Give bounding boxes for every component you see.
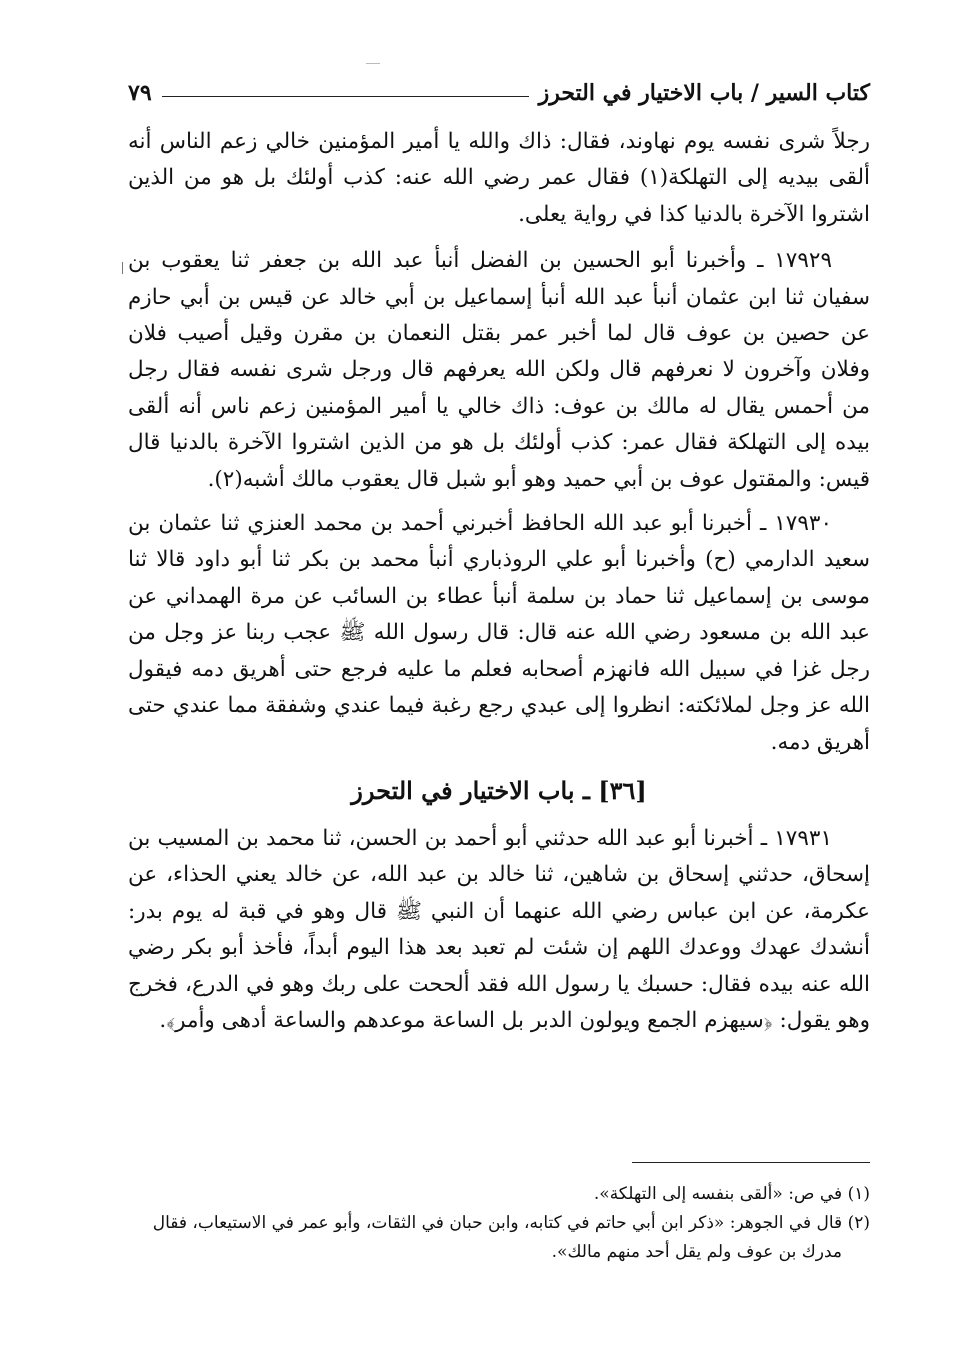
hadith-17929: ١٧٩٢٩ ـ وأخبرنا أبو الحسين بن الفضل أنبأ عبد الله بن جعفر ثنا يعقوب بن سفيان ثنا ابن عثمان أنبأ عبد الله أنبأ إسماعيل بن أبي خالد عن قيس بن أبي حازم عن حصين بن عوف قال لما أخبر عمر بقتل النعمان بن مقرن وقيل أصيب فلان وفلان وآخرون لا نعرفهم قال ولكن الله يعرفهم قال ورجل شرى نفسه فقال رجل من أحمس يقال له مالك بن عوف: ذاك خالي يا أمير المؤمنين زعم ناس أنه ألقى بيده إلى التهلكة فقال عمر: كذب أولئك بل هو من الذين اشتروا الآخرة بالدنيا قال قيس: والمقتول عوف بن أبي حميد وهو أبو شبل قال يعقوب مالك أشبه(٢). xyxy=(128,248,870,492)
margin-mark xyxy=(122,262,123,274)
running-title: كتاب السير / باب الاختيار في التحرز xyxy=(538,80,870,106)
hadith-17931: ١٧٩٣١ ـ أخبرنا أبو عبد الله حدثني أبو أحمد بن الحسن، ثنا محمد بن المسيب بن إسحاق، حدثني إسحاق بن شاهين، ثنا خالد بن عبد الله، عن خالد يعني الحذاء، عن عكرمة، عن ابن عباس رضي الله عنهما أن النبي ﷺ قال وهو في قبة له يوم بدر: أنشدك عهدك ووعدك اللهم إن شئت لم تعبد بعد هذا اليوم أبداً، فأخذ أبو بكر رضي الله عنه بيده فقال: حسبك يا رسول الله فقد ألححت على ربك وهو في الدرع، فخرج وهو يقول: ﴿سيهزم الجمع ويولون الدبر بل الساعة موعدهم والساعة أدهى وأمر﴾. xyxy=(128,825,870,1033)
page-number: ٧٩ xyxy=(128,80,152,106)
footnote-1: (١) في ص: «ألقى بنفسه إلى التهلكة». xyxy=(593,1184,870,1204)
hadith-17930: ١٧٩٣٠ ـ أخبرنا أبو عبد الله الحافظ أخبرني أحمد بن محمد العنزي ثنا عثمان بن سعيد الدارمي (ح) وأخبرنا أبو علي الروذباري أنبأ محمد بن بكر ثنا أبو داود قالا ثنا موسى بن إسماعيل ثنا حماد بن سلمة أنبأ عطاء بن السائب عن مرة الهمداني عن عبد الله بن مسعود رضي الله عنه قال: قال رسول الله ﷺ عجب ربنا عز وجل من رجل غزا في سبيل الله فانهزم أصحابه فعلم ما عليه فرجع حتى أهريق دمه فيقول الله عز وجل لملائكته: انظروا إلى عبدي رجع رغبة فيما عندي وشفقة مما عندي حتى أهريق دمه. xyxy=(128,511,870,755)
page-header xyxy=(128,76,870,110)
footnote-2-continuation: مدرك بن عوف ولم يقل أحد منهم مالك». xyxy=(551,1242,842,1262)
header-rule xyxy=(162,96,529,97)
section-heading: [٣٦] ـ باب الاختيار في التحرز xyxy=(351,775,647,805)
footnote-rule xyxy=(632,1162,870,1163)
footnotes xyxy=(128,1180,870,1267)
top-margin-mark xyxy=(366,63,380,64)
footnote-2: (٢) قال في الجوهر: «ذكر ابن أبي حاتم في كتابه، وابن حبان في الثقات، وأبو عمر في الاستيعاب، فقال xyxy=(152,1213,870,1233)
paragraph-continuation: رجلاً شرى نفسه يوم نهاوند، فقال: ذاك والله يا أمير المؤمنين خالي زعم الناس أنه ألقى بيديه إلى التهلكة(١) فقال عمر رضي الله عنه: كذب أولئك بل هو من الذين اشتروا الآخرة بالدنيا كذا في رواية يعلى. xyxy=(128,129,870,227)
main-text xyxy=(128,124,870,1039)
